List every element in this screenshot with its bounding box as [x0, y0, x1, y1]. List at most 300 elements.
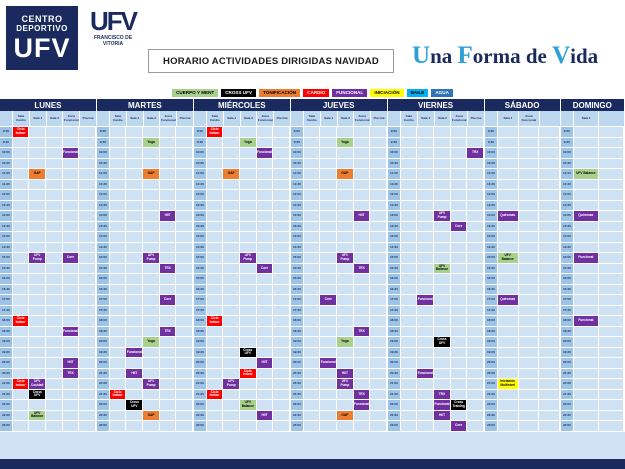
class-slot[interactable]: Quiromas: [498, 211, 518, 222]
class-slot[interactable]: UFV Balance: [240, 400, 256, 411]
empty-slot: [539, 369, 559, 380]
class-slot[interactable]: Ciclo Indoor: [240, 369, 256, 380]
time-label: 9:30: [485, 138, 497, 149]
empty-slot: [46, 127, 62, 138]
subcolumn-header: Sala 2: [338, 111, 355, 127]
empty-slot: [29, 421, 45, 432]
subcolumn-header: [485, 111, 498, 127]
class-slot[interactable]: UFV Pump: [434, 211, 450, 222]
empty-slot: [498, 138, 518, 149]
empty-slot: [207, 348, 223, 359]
empty-slot: [13, 253, 29, 264]
time-label: 19:00: [388, 337, 400, 348]
time-label: 17:30: [291, 306, 303, 317]
class-slot[interactable]: Funcional: [63, 148, 79, 159]
empty-slot: [417, 243, 433, 254]
empty-slot: [401, 180, 417, 191]
empty-slot: [257, 159, 273, 170]
empty-slot: [451, 243, 467, 254]
time-label: 18:30: [561, 327, 573, 338]
class-slot[interactable]: Ciclo Indoor: [110, 390, 126, 401]
empty-slot: [467, 138, 483, 149]
time-label: 20:00: [388, 358, 400, 369]
empty-slot: [417, 400, 433, 411]
empty-slot: [354, 285, 370, 296]
class-slot[interactable]: Core: [451, 222, 467, 233]
empty-slot: [599, 201, 623, 212]
empty-slot: [451, 201, 467, 212]
class-slot[interactable]: Ciclo Indoor: [207, 316, 223, 327]
empty-slot: [467, 232, 483, 243]
class-slot[interactable]: TRX: [467, 148, 483, 159]
page-title-box: [148, 49, 394, 73]
class-slot[interactable]: GAP: [337, 169, 353, 180]
class-slot[interactable]: UFV Pump: [337, 379, 353, 390]
empty-slot: [223, 180, 239, 191]
empty-slot: [370, 295, 386, 306]
empty-slot: [257, 127, 273, 138]
empty-slot: [434, 306, 450, 317]
empty-slot: [223, 421, 239, 432]
empty-slot: [370, 232, 386, 243]
empty-slot: [207, 138, 223, 149]
empty-slot: [257, 390, 273, 401]
empty-slot: [417, 222, 433, 233]
time-label: 22:00: [0, 400, 12, 411]
time-label: 16:00: [561, 274, 573, 285]
empty-slot: [354, 159, 370, 170]
empty-slot: [176, 316, 192, 327]
empty-slot: [451, 337, 467, 348]
class-slot[interactable]: UFV Balance: [29, 411, 45, 422]
class-slot[interactable]: UFV Pump: [143, 253, 159, 264]
empty-slot: [304, 201, 320, 212]
activity-column: [143, 127, 160, 432]
empty-slot: [434, 253, 450, 264]
class-slot[interactable]: Cross UFV: [434, 337, 450, 348]
class-slot[interactable]: Ciclo Indoor: [13, 379, 29, 390]
class-slot[interactable]: Quiromas: [498, 295, 518, 306]
class-slot[interactable]: HIIT: [337, 369, 353, 380]
empty-slot: [467, 390, 483, 401]
empty-slot: [223, 211, 239, 222]
class-slot[interactable]: UFV Balance: [434, 264, 450, 275]
empty-slot: [160, 390, 176, 401]
class-slot[interactable]: Funcional: [257, 148, 273, 159]
empty-slot: [29, 337, 45, 348]
class-slot[interactable]: HIIT: [257, 358, 273, 369]
empty-slot: [320, 316, 336, 327]
class-slot[interactable]: TRX: [354, 327, 370, 338]
empty-slot: [223, 201, 239, 212]
class-slot[interactable]: TRX: [63, 369, 79, 380]
empty-slot: [401, 348, 417, 359]
class-slot[interactable]: Funcional: [126, 348, 142, 359]
class-slot[interactable]: UFV Pump: [337, 253, 353, 264]
time-label: 18:00: [291, 316, 303, 327]
empty-slot: [574, 232, 598, 243]
time-label: 12:00: [388, 190, 400, 201]
empty-slot: [46, 253, 62, 264]
class-slot[interactable]: Funcional: [320, 358, 336, 369]
empty-slot: [519, 348, 539, 359]
empty-slot: [240, 169, 256, 180]
empty-slot: [110, 232, 126, 243]
class-slot[interactable]: HIIT: [434, 411, 450, 422]
time-label: 20:30: [97, 369, 109, 380]
empty-slot: [451, 358, 467, 369]
empty-slot: [370, 159, 386, 170]
class-slot[interactable]: TRX: [354, 390, 370, 401]
empty-slot: [337, 148, 353, 159]
empty-slot: [273, 169, 289, 180]
class-slot[interactable]: UFV Pump: [143, 379, 159, 390]
class-slot[interactable]: GAP: [29, 169, 45, 180]
class-slot[interactable]: UFV Pump: [240, 253, 256, 264]
empty-slot: [320, 222, 336, 233]
class-slot[interactable]: TRX: [354, 264, 370, 275]
class-slot[interactable]: Yoga: [143, 138, 159, 149]
empty-slot: [467, 243, 483, 254]
empty-slot: [539, 127, 559, 138]
empty-slot: [126, 169, 142, 180]
empty-slot: [126, 306, 142, 317]
page-title: HORARIO ACTIVIDADES DIRIGIDAS NAVIDAD: [163, 55, 379, 67]
time-label: 12:30: [388, 201, 400, 212]
empty-slot: [337, 180, 353, 191]
empty-slot: [176, 358, 192, 369]
time-label: 19:00: [291, 337, 303, 348]
class-slot[interactable]: Funcional: [574, 316, 598, 327]
empty-slot: [539, 201, 559, 212]
empty-slot: [63, 306, 79, 317]
time-label: 20:30: [194, 369, 206, 380]
empty-slot: [370, 348, 386, 359]
empty-slot: [110, 180, 126, 191]
class-slot[interactable]: Yoga: [337, 337, 353, 348]
time-label: 14:30: [194, 243, 206, 254]
empty-slot: [143, 159, 159, 170]
class-slot[interactable]: Funcional: [354, 400, 370, 411]
time-label: 13:30: [0, 222, 12, 233]
empty-slot: [539, 222, 559, 233]
empty-slot: [539, 180, 559, 191]
time-label: 20:30: [0, 369, 12, 380]
activity-column: [240, 127, 257, 432]
empty-slot: [79, 316, 95, 327]
class-slot[interactable]: Funcional: [63, 327, 79, 338]
empty-slot: [79, 148, 95, 159]
empty-slot: [257, 316, 273, 327]
empty-slot: [354, 190, 370, 201]
empty-slot: [46, 232, 62, 243]
subcolumn-header: Sala Cardio: [207, 111, 224, 127]
time-label: 21:00: [291, 379, 303, 390]
class-slot[interactable]: GAP: [143, 169, 159, 180]
class-slot[interactable]: Funcional: [417, 369, 433, 380]
empty-slot: [160, 411, 176, 422]
empty-slot: [599, 127, 623, 138]
empty-slot: [46, 337, 62, 348]
empty-slot: [143, 316, 159, 327]
time-label: 11:00: [194, 169, 206, 180]
empty-slot: [273, 379, 289, 390]
class-slot[interactable]: Ciclo Indoor: [207, 390, 223, 401]
empty-slot: [574, 421, 598, 432]
empty-slot: [467, 295, 483, 306]
empty-slot: [337, 232, 353, 243]
time-label: 22:00: [485, 400, 497, 411]
empty-slot: [574, 222, 598, 233]
subcolumn-header: [194, 111, 207, 127]
slogan-v: V: [552, 42, 571, 69]
empty-slot: [110, 421, 126, 432]
empty-slot: [63, 243, 79, 254]
empty-slot: [574, 306, 598, 317]
class-slot[interactable]: Funcional: [434, 400, 450, 411]
empty-slot: [126, 201, 142, 212]
time-label: 14:30: [291, 243, 303, 254]
legend-chip: CARDIO: [303, 89, 329, 97]
time-label: 10:00: [561, 148, 573, 159]
subcolumn-header: Sala 1: [30, 111, 47, 127]
subcolumn-header: Zona Funcional: [160, 111, 177, 127]
class-slot[interactable]: Core: [160, 295, 176, 306]
time-label: 17:00: [97, 295, 109, 306]
empty-slot: [498, 232, 518, 243]
empty-slot: [29, 211, 45, 222]
empty-slot: [46, 369, 62, 380]
class-slot[interactable]: Yoga: [240, 138, 256, 149]
empty-slot: [599, 306, 623, 317]
empty-slot: [417, 316, 433, 327]
empty-slot: [337, 159, 353, 170]
class-slot[interactable]: Core: [257, 264, 273, 275]
activity-column: [13, 127, 30, 432]
class-slot[interactable]: Core: [63, 253, 79, 264]
time-label: 21:30: [0, 390, 12, 401]
empty-slot: [320, 369, 336, 380]
empty-slot: [467, 222, 483, 233]
empty-slot: [110, 327, 126, 338]
empty-slot: [257, 243, 273, 254]
class-slot[interactable]: GAP: [143, 411, 159, 422]
empty-slot: [417, 358, 433, 369]
empty-slot: [176, 274, 192, 285]
empty-slot: [79, 295, 95, 306]
empty-slot: [304, 316, 320, 327]
class-slot[interactable]: GAP: [223, 169, 239, 180]
empty-slot: [320, 253, 336, 264]
class-slot[interactable]: UFV Balance: [574, 169, 598, 180]
time-label: 21:00: [0, 379, 12, 390]
empty-slot: [160, 190, 176, 201]
class-slot[interactable]: UFV Cocktail: [29, 379, 45, 390]
empty-slot: [29, 306, 45, 317]
empty-slot: [273, 369, 289, 380]
empty-slot: [539, 243, 559, 254]
empty-slot: [46, 295, 62, 306]
empty-slot: [519, 232, 539, 243]
empty-slot: [519, 169, 539, 180]
class-slot[interactable]: Core: [451, 421, 467, 432]
empty-slot: [110, 127, 126, 138]
empty-slot: [223, 400, 239, 411]
empty-slot: [370, 243, 386, 254]
empty-slot: [467, 327, 483, 338]
time-label: 12:00: [561, 190, 573, 201]
empty-slot: [223, 358, 239, 369]
empty-slot: [498, 222, 518, 233]
time-label: 20:30: [485, 369, 497, 380]
empty-slot: [354, 411, 370, 422]
class-slot[interactable]: Cross UFV: [240, 348, 256, 359]
activity-column: [46, 127, 63, 432]
empty-slot: [434, 358, 450, 369]
schedule-grid: [0, 99, 625, 459]
empty-slot: [599, 159, 623, 170]
class-slot[interactable]: Ciclo Indoor: [13, 316, 29, 327]
class-slot[interactable]: Funcional: [417, 295, 433, 306]
empty-slot: [63, 400, 79, 411]
empty-slot: [176, 138, 192, 149]
empty-slot: [451, 159, 467, 170]
empty-slot: [176, 327, 192, 338]
class-slot[interactable]: TRX: [160, 264, 176, 275]
class-slot[interactable]: HIIT: [257, 411, 273, 422]
empty-slot: [401, 222, 417, 233]
class-slot[interactable]: HIIT: [354, 211, 370, 222]
empty-slot: [401, 327, 417, 338]
empty-slot: [29, 232, 45, 243]
empty-slot: [257, 400, 273, 411]
empty-slot: [223, 337, 239, 348]
empty-slot: [354, 169, 370, 180]
class-slot[interactable]: Core: [320, 295, 336, 306]
empty-slot: [79, 348, 95, 359]
empty-slot: [467, 285, 483, 296]
empty-slot: [46, 264, 62, 275]
empty-slot: [126, 138, 142, 149]
empty-slot: [599, 295, 623, 306]
class-slot[interactable]: UFV Pump: [223, 379, 239, 390]
time-label: 10:00: [485, 148, 497, 159]
empty-slot: [273, 316, 289, 327]
empty-slot: [223, 306, 239, 317]
time-label: 10:30: [291, 159, 303, 170]
subcolumn-header: Sala 2: [47, 111, 64, 127]
empty-slot: [434, 316, 450, 327]
activity-column: [223, 127, 240, 432]
empty-slot: [304, 127, 320, 138]
empty-slot: [337, 127, 353, 138]
empty-slot: [79, 253, 95, 264]
time-label: 20:00: [561, 358, 573, 369]
time-label: 23:00: [97, 421, 109, 432]
time-label: 18:00: [388, 316, 400, 327]
class-slot[interactable]: TRX: [160, 327, 176, 338]
empty-slot: [417, 327, 433, 338]
time-label: 17:30: [485, 306, 497, 317]
class-slot[interactable]: UFV Balance: [498, 253, 518, 264]
empty-slot: [498, 390, 518, 401]
time-label: 17:00: [485, 295, 497, 306]
empty-slot: [273, 348, 289, 359]
class-slot[interactable]: HIIT: [160, 211, 176, 222]
empty-slot: [63, 390, 79, 401]
time-label: 14:00: [561, 232, 573, 243]
class-slot[interactable]: Cross UFV: [126, 400, 142, 411]
class-slot[interactable]: Yoga: [337, 138, 353, 149]
class-slot[interactable]: Ciclo Indoor: [13, 127, 29, 138]
time-label: 18:00: [561, 316, 573, 327]
day-header-sábado: SÁBADO: [485, 99, 561, 111]
class-slot[interactable]: Iniciación Multinivel: [498, 379, 518, 390]
empty-slot: [401, 358, 417, 369]
time-label: 17:00: [0, 295, 12, 306]
empty-slot: [304, 306, 320, 317]
empty-slot: [320, 390, 336, 401]
class-slot[interactable]: Funcional: [574, 253, 598, 264]
empty-slot: [320, 400, 336, 411]
empty-slot: [63, 274, 79, 285]
class-slot[interactable]: HIIT: [63, 358, 79, 369]
empty-slot: [539, 421, 559, 432]
class-slot[interactable]: HIIT: [126, 369, 142, 380]
empty-slot: [13, 148, 29, 159]
empty-slot: [160, 138, 176, 149]
empty-slot: [304, 400, 320, 411]
empty-slot: [599, 379, 623, 390]
class-slot[interactable]: Cross UFV: [29, 390, 45, 401]
empty-slot: [304, 379, 320, 390]
empty-slot: [240, 201, 256, 212]
empty-slot: [467, 190, 483, 201]
subcolumn-header: Sala 1: [127, 111, 144, 127]
empty-slot: [370, 306, 386, 317]
time-label: 12:30: [485, 201, 497, 212]
class-slot[interactable]: TRX: [434, 390, 450, 401]
empty-slot: [79, 327, 95, 338]
empty-slot: [46, 180, 62, 191]
empty-slot: [539, 390, 559, 401]
empty-slot: [160, 148, 176, 159]
empty-slot: [574, 327, 598, 338]
class-slot[interactable]: UFV Pump: [29, 253, 45, 264]
time-label: 19:30: [388, 348, 400, 359]
empty-slot: [599, 348, 623, 359]
class-slot[interactable]: Cross Training: [451, 400, 467, 411]
empty-slot: [401, 285, 417, 296]
class-slot[interactable]: Quiromas: [574, 211, 598, 222]
empty-slot: [143, 369, 159, 380]
time-label: 12:00: [291, 190, 303, 201]
time-label: 15:00: [97, 253, 109, 264]
time-label: 18:30: [388, 327, 400, 338]
empty-slot: [176, 190, 192, 201]
empty-slot: [304, 285, 320, 296]
empty-slot: [126, 253, 142, 264]
time-label: 22:30: [291, 411, 303, 422]
class-slot[interactable]: GAP: [337, 411, 353, 422]
empty-slot: [176, 201, 192, 212]
empty-slot: [519, 306, 539, 317]
empty-slot: [29, 285, 45, 296]
empty-slot: [110, 274, 126, 285]
empty-slot: [273, 306, 289, 317]
class-slot[interactable]: Ciclo Indoor: [207, 127, 223, 138]
class-slot[interactable]: Yoga: [143, 337, 159, 348]
